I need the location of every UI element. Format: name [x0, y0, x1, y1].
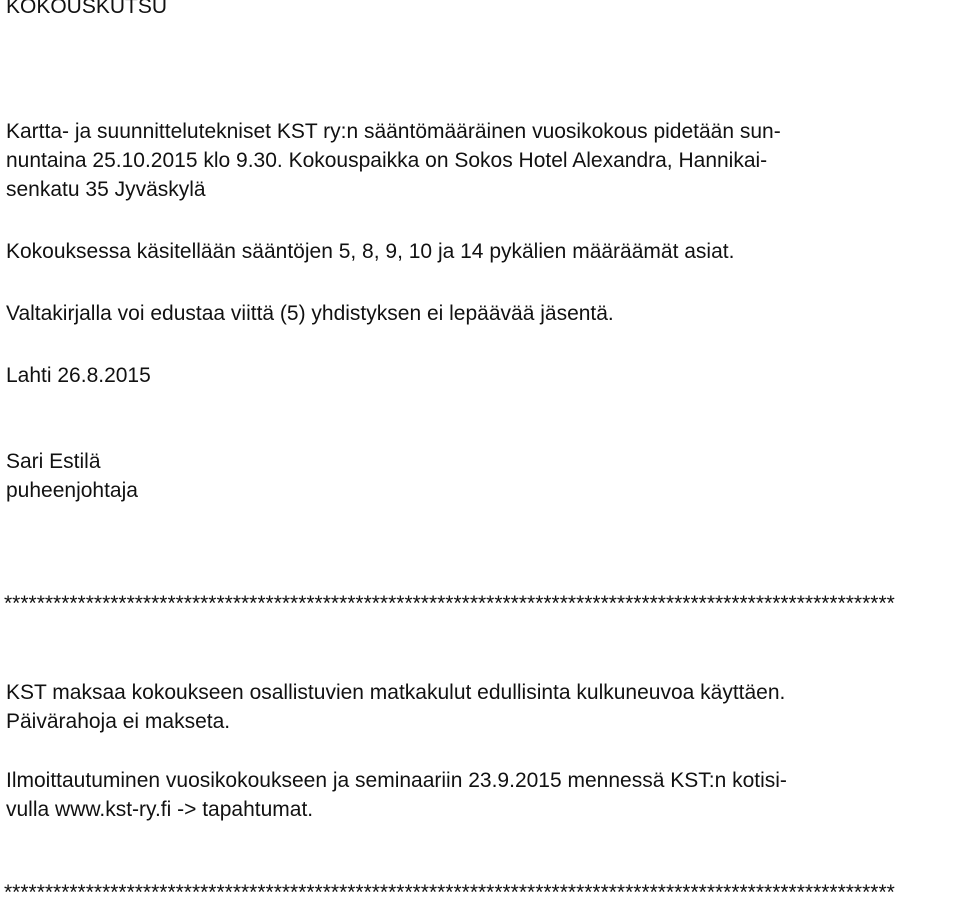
- document-title: KOKOUSKUTSU: [6, 0, 168, 18]
- travel-costs-line-1: KST maksaa kokoukseen osallistuvien matkakulut edullisinta kulkuneuvoa käyttäen.: [6, 681, 786, 704]
- agenda-paragraph: Kokouksessa käsitellään sääntöjen 5, 8, 9, 10 ja 14 pykälien määräämät asiat.: [6, 240, 735, 263]
- registration-line-2: vulla www.kst-ry.fi -> tapahtumat.: [6, 798, 314, 821]
- meeting-invitation-line-2: nuntaina 25.10.2015 klo 9.30. Kokouspaikka on Sokos Hotel Alexandra, Hannikai-: [6, 149, 768, 172]
- bottom-separator-line: *************************************************************************************************************: [4, 881, 895, 904]
- registration-line-1: Ilmoittautuminen vuosikokoukseen ja seminaariin 23.9.2015 mennessä KST:n kotisi-: [6, 769, 787, 792]
- meeting-invitation-line-1: Kartta- ja suunnittelutekniset KST ry:n sääntömääräinen vuosikokous pidetään sun-: [6, 120, 781, 143]
- signer-title: puheenjohtaja: [6, 479, 138, 502]
- place-date: Lahti 26.8.2015: [6, 364, 151, 387]
- signer-name: Sari Estilä: [6, 450, 101, 473]
- meeting-invitation-line-3: senkatu 35 Jyväskylä: [6, 178, 206, 201]
- separator-line: *************************************************************************************************************: [4, 592, 895, 615]
- travel-costs-line-2: Päivärahoja ei makseta.: [6, 710, 231, 733]
- proxy-paragraph: Valtakirjalla voi edustaa viittä (5) yhdistyksen ei lepäävää jäsentä.: [6, 302, 614, 325]
